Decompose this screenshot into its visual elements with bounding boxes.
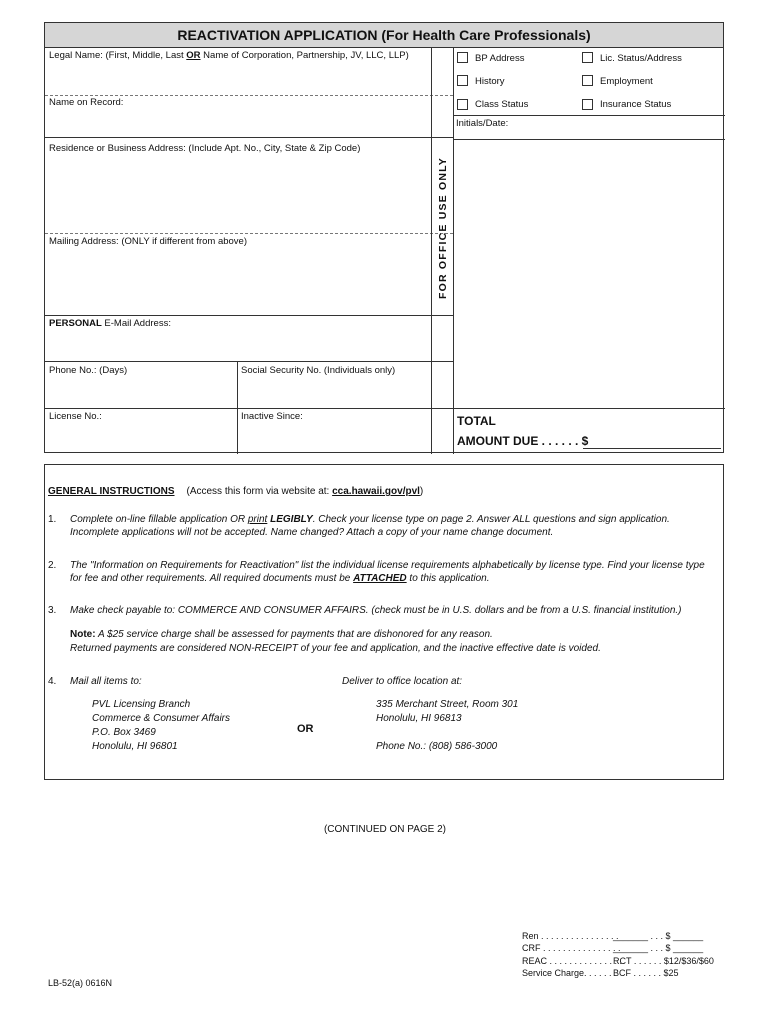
inactive-since-label: Inactive Since: <box>241 411 303 422</box>
legal-name-label <box>49 50 409 61</box>
email-label <box>49 318 171 329</box>
ssn-field[interactable] <box>239 377 451 407</box>
office-use-label <box>432 138 453 318</box>
fee-value: _______ . . . $ ______ <box>613 931 704 941</box>
form-number: LB-52(a) 0616N <box>48 978 113 988</box>
residence-address-field[interactable] <box>46 155 452 231</box>
fee-value: BCF . . . . . . $25 <box>613 968 679 978</box>
total-label: TOTAL <box>457 414 496 428</box>
legal-name-or: OR <box>186 50 201 61</box>
checkbox-class-status[interactable] <box>457 99 468 110</box>
name-on-record-label: Name on Record: <box>49 97 124 108</box>
divider <box>45 95 453 96</box>
amount-due-label: AMOUNT DUE . . . . . . $ <box>457 434 589 448</box>
checkbox-label: BP Address <box>475 53 525 64</box>
divider <box>45 315 453 316</box>
checkbox-bp-address[interactable] <box>457 52 468 63</box>
phone-label: Phone No.: (Days) <box>49 365 128 376</box>
checkbox-history[interactable] <box>457 75 468 86</box>
deliver-address-line: Honolulu, HI 96813 <box>376 713 462 724</box>
item-number: 1. <box>48 514 57 525</box>
checkbox-label: Employment <box>600 76 653 87</box>
initials-date-label: Initials/Date: <box>456 118 509 129</box>
website-link[interactable]: cca.hawaii.gov/pvl <box>332 486 420 497</box>
office-use-text: FOR OFFICE USE ONLY <box>436 156 449 300</box>
residence-address-label: Residence or Business Address: (Include Apt. No., City, State & Zip Code) <box>49 143 361 154</box>
note-line-1 <box>70 629 493 640</box>
instructions-heading: GENERAL INSTRUCTIONS <box>48 486 175 497</box>
instruction-2-line-2 <box>70 573 489 584</box>
checkbox-label: Class Status <box>475 99 529 110</box>
divider <box>453 408 725 409</box>
fee-label: CRF . . . . . . . . . . . . . . . . <box>522 943 621 953</box>
deliver-address-line: 335 Merchant Street, Room 301 <box>376 699 519 710</box>
mail-address-line: P.O. Box 3469 <box>92 727 156 738</box>
fee-label: REAC . . . . . . . . . . . . . . . <box>522 956 623 966</box>
instruction-2-line-1: The "Information on Requirements for Reactivation" list the individual license requirements alphabetically by license type. Find your license type <box>70 560 705 571</box>
access-text: (Access this form via website at: <box>186 486 333 497</box>
instructions-box <box>44 464 724 780</box>
text: for fee and other requirements. All required documents must be <box>70 573 354 584</box>
mailing-address-field[interactable] <box>46 248 452 314</box>
fee-value: _______ . . . $ ______ <box>613 943 704 953</box>
checkbox-lic-status-address[interactable] <box>582 52 593 63</box>
form-title: REACTIVATION APPLICATION (For Health Care Professionals) <box>45 23 723 48</box>
office-phone: Phone No.: (808) 586-3000 <box>376 741 498 752</box>
license-no-label: License No.: <box>49 411 102 422</box>
divider <box>45 233 453 234</box>
divider <box>453 139 725 140</box>
continued-note: (CONTINUED ON PAGE 2) <box>323 824 447 835</box>
mailing-address-label: Mailing Address: (ONLY if different from above) <box>49 236 248 247</box>
mail-address-line: Commerce & Consumer Affairs <box>92 713 230 724</box>
license-no-field[interactable] <box>46 423 234 452</box>
amount-due-field[interactable] <box>583 432 721 447</box>
access-text-end: ) <box>419 486 424 497</box>
office-notes-area[interactable] <box>455 141 721 407</box>
fee-value: RCT . . . . . . $12/$36/$60 <box>613 956 714 966</box>
item-number: 2. <box>48 560 57 571</box>
mail-label: Mail all items to: <box>70 676 142 687</box>
fee-label: Service Charge. . . . . . <box>522 968 612 978</box>
text: . Check your license type on page 2. Answer ALL questions and sign application. <box>312 514 670 525</box>
legal-name-field[interactable] <box>46 61 452 95</box>
checkbox-label: Insurance Status <box>600 99 672 110</box>
email-label-bold: PERSONAL <box>49 318 102 329</box>
checkbox-insurance-status[interactable] <box>582 99 593 110</box>
legal-name-label-text-2: Name of Corporation, Partnership, JV, LLC, LLP) <box>200 50 409 61</box>
divider <box>45 361 453 362</box>
item-number: 4. <box>48 676 57 687</box>
amount-due-line <box>583 448 721 449</box>
phone-field[interactable] <box>46 377 234 407</box>
email-label-text: E-Mail Address: <box>101 318 171 329</box>
text: A $25 service charge shall be assessed for payments that are dishonored for any reason. <box>95 629 493 640</box>
note-label: Note: <box>70 629 96 640</box>
text-legibly: LEGIBLY <box>270 514 313 525</box>
application-form <box>44 22 724 453</box>
name-on-record-field[interactable] <box>46 109 452 135</box>
divider <box>45 408 453 409</box>
deliver-label: Deliver to office location at: <box>342 676 463 687</box>
mail-address-line: PVL Licensing Branch <box>92 699 191 710</box>
ssn-label: Social Security No. (Individuals only) <box>241 365 396 376</box>
instruction-1-line-2: Incomplete applications will not be accepted. Name changed? Attach a copy of your name change document. <box>70 527 554 538</box>
checkbox-employment[interactable] <box>582 75 593 86</box>
or-label: OR <box>297 723 314 735</box>
text-attached: ATTACHED <box>353 573 407 584</box>
text: to this application. <box>406 573 490 584</box>
instruction-1-line-1 <box>70 514 670 525</box>
legal-name-label-text: Legal Name: (First, Middle, Last <box>49 50 187 61</box>
initials-date-field[interactable] <box>455 129 721 137</box>
instruction-3-line: Make check payable to: COMMERCE AND CONSUMER AFFAIRS. (check must be in U.S. dollars and be from a U.S. financial institution.) <box>70 605 682 616</box>
checkbox-label: Lic. Status/Address <box>600 53 682 64</box>
text: Complete on-line fillable application OR <box>70 514 248 525</box>
divider <box>453 115 725 116</box>
inactive-since-field[interactable] <box>239 423 451 452</box>
checkbox-label: History <box>475 76 505 87</box>
divider <box>45 137 453 138</box>
item-number: 3. <box>48 605 57 616</box>
note-line-2: Returned payments are considered NON-RECEIPT of your fee and application, and the inactive effective date is voided. <box>70 643 601 654</box>
instructions-heading-row <box>48 486 423 497</box>
text-print: print <box>247 514 268 525</box>
divider <box>453 48 454 454</box>
mail-address-line: Honolulu, HI 96801 <box>92 741 178 752</box>
email-field[interactable] <box>46 330 452 360</box>
fee-label: Ren . . . . . . . . . . . . . . . . <box>522 931 619 941</box>
